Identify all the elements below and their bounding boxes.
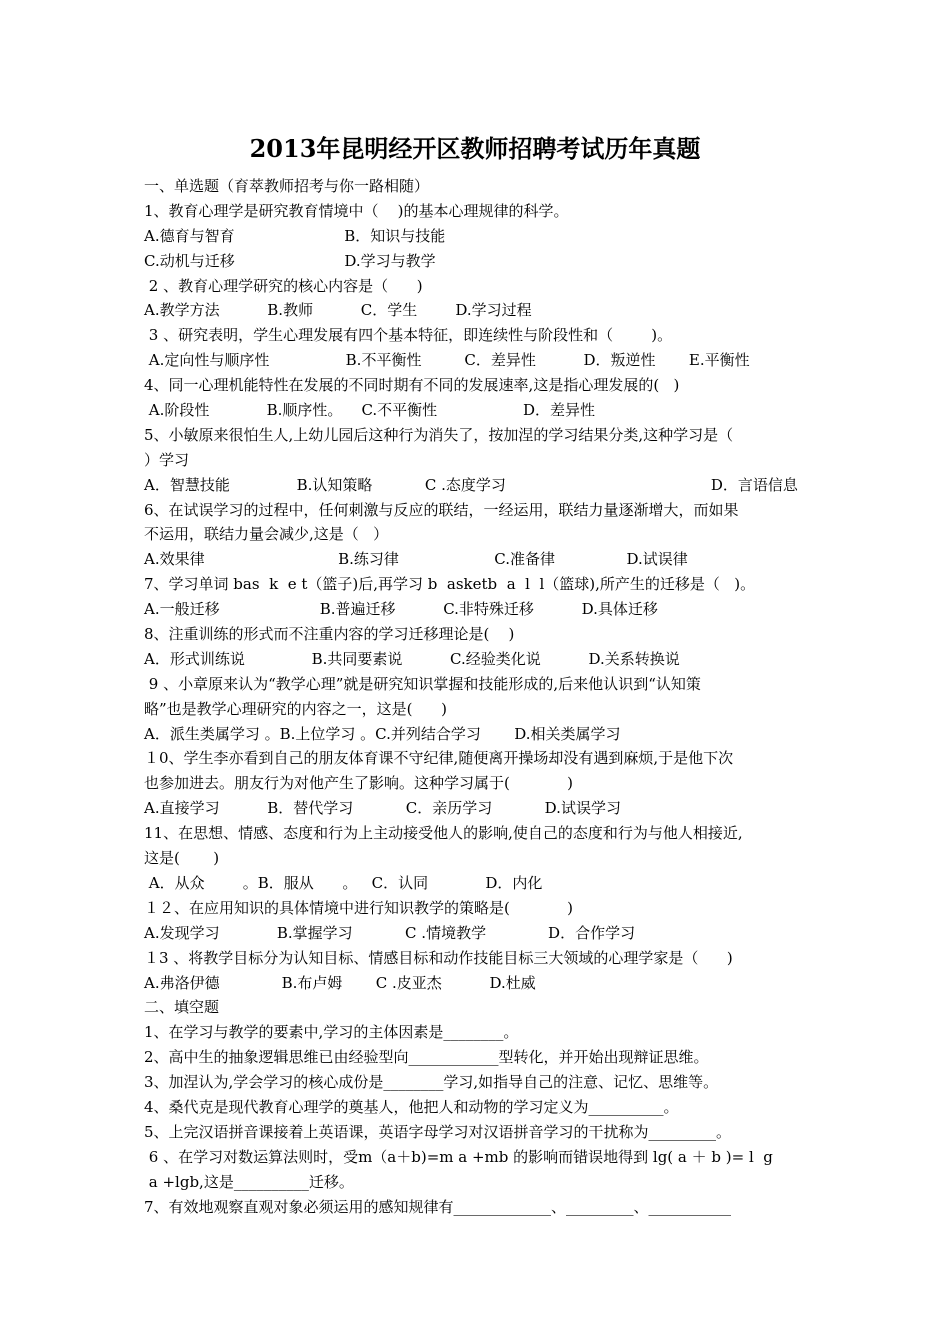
text-line: 3 、研究表明，学生心理发展有四个基本特征，即连续性与阶段性和（ )。 (144, 326, 673, 345)
text-line: 11、在思想、情感、态度和行为上主动接受他人的影响,使自己的态度和行为与他人相接近, (144, 824, 743, 843)
text-line: 5、上完汉语拼音课接着上英语课，英语字母学习对汉语拼音学习的干扰称为_________。 (144, 1122, 732, 1141)
text-line: A.定向性与顺序性 B.不平衡性 C．差异性 D．叛逆性 E.平衡性 (144, 351, 750, 370)
text-line: A.教学方法 B.教师 C．学生 D.学习过程 (144, 301, 532, 320)
text-line: 略”也是教学心理研究的内容之一，这是( ) (144, 699, 447, 718)
text-line: C.动机与迁移 D.学习与教学 (144, 251, 436, 270)
text-line: 2、高中生的抽象逻辑思维已由经验型向____________型转化，并开始出现辩证思维。 (144, 1048, 709, 1067)
text-line: １3 、将教学目标分为认知目标、情感目标和动作技能目标三大领域的心理学家是（ ) (144, 948, 733, 967)
text-line: 不运用，联结力量会减少,这是（ ） (144, 525, 389, 544)
text-line: 5、小敏原来很怕生人,上幼儿园后这种行为消失了，按加涅的学习结果分类,这种学习是（ (144, 425, 734, 444)
text-line: A.弗洛伊德 B.布卢姆 C .皮亚杰 D.杜威 (144, 973, 536, 992)
text-line: 7、有效地观察直观对象必须运用的感知规律有_____________、_________、___________ (144, 1197, 732, 1216)
text-line: A.阶段性 B.顺序性。 C.不平衡性 D．差异性 (144, 401, 596, 420)
text-line: 这是( ) (144, 849, 220, 868)
text-line: 二、填空题 (144, 998, 220, 1017)
text-line: A.发现学习 B.掌握学习 C .情境教学 D．合作学习 (144, 923, 636, 942)
text-line: １２、在应用知识的具体情境中进行知识教学的策略是( ) (144, 898, 573, 917)
text-line: 也参加进去。朋友行为对他产生了影响。这种学习属于( ) (144, 774, 573, 793)
text-line: A．派生类属学习 。B.上位学习 。C.并列结合学习 D.相关类属学习 (144, 724, 621, 743)
text-line: 7、学习单词 bas k e t（篮子)后,再学习 b asketb a l l（篮球),所产生的迁移是（ )。 (144, 575, 756, 594)
text-line: A．从众 。B．服从 。 C．认同 D．内化 (144, 873, 543, 892)
text-line: 一、单选题（育萃教师招考与你一路相随） (144, 177, 430, 195)
text-line: 2 、教育心理学研究的核心内容是（ ) (144, 276, 423, 295)
text-line: 4、同一心理机能特性在发展的不同时期有不同的发展速率,这是指心理发展的( ) (144, 376, 680, 395)
text-line: 1、在学习与教学的要素中,学习的主体因素是________。 (144, 1023, 519, 1042)
text-line: 6 、在学习对数运算法则时，受m（a＋b)=m a +mb 的影响而错误地得到 lg( a ＋ b )= l g (144, 1147, 773, 1166)
text-line: A.效果律 B.练习律 C.准备律 D.试误律 (144, 550, 688, 569)
text-line: 8、注重训练的形式而不注重内容的学习迁移理论是( ) (144, 625, 515, 644)
document-body (144, 174, 824, 1219)
text-line: A.直接学习 B．替代学习 C．亲历学习 D.试误学习 (144, 799, 621, 818)
text-line: 4、桑代克是现代教育心理学的奠基人，他把人和动物的学习定义为__________。 (144, 1097, 679, 1116)
document-title: 2013年昆明经开区教师招聘考试历年真题 (249, 134, 701, 163)
text-line: a +lgb,这是__________迁移。 (144, 1172, 354, 1191)
text-line: １0、学生李亦看到自己的朋友体育课不守纪律,随便离开操场却没有遇到麻烦,于是他下次 (144, 749, 734, 768)
text-line: A.德育与智育 B．知识与技能 (144, 226, 446, 245)
text-line: 1、教育心理学是研究教育情境中（ )的基本心理规律的科学。 (144, 201, 569, 220)
text-line: A．智慧技能 B.认知策略 C .态度学习 D．言语信息 (144, 475, 798, 494)
text-line: 3、加涅认为,学会学习的核心成份是________学习,如指导自己的注意、记忆、思维等。 (144, 1073, 719, 1092)
text-line: A.一般迁移 B.普遍迁移 C.非特殊迁移 D.具体迁移 (144, 600, 658, 619)
text-line: 6、在试误学习的过程中，任何刺激与反应的联结，一经运用，联结力量逐渐增大，而如果 (144, 500, 739, 519)
text-line: 9 、小章原来认为“教学心理”就是研究知识掌握和技能形成的,后来他认识到“认知策 (144, 674, 701, 693)
text-line: A．形式训练说 B.共同要素说 C.经验类化说 D.关系转换说 (144, 649, 680, 668)
text-line: ）学习 (144, 450, 190, 469)
